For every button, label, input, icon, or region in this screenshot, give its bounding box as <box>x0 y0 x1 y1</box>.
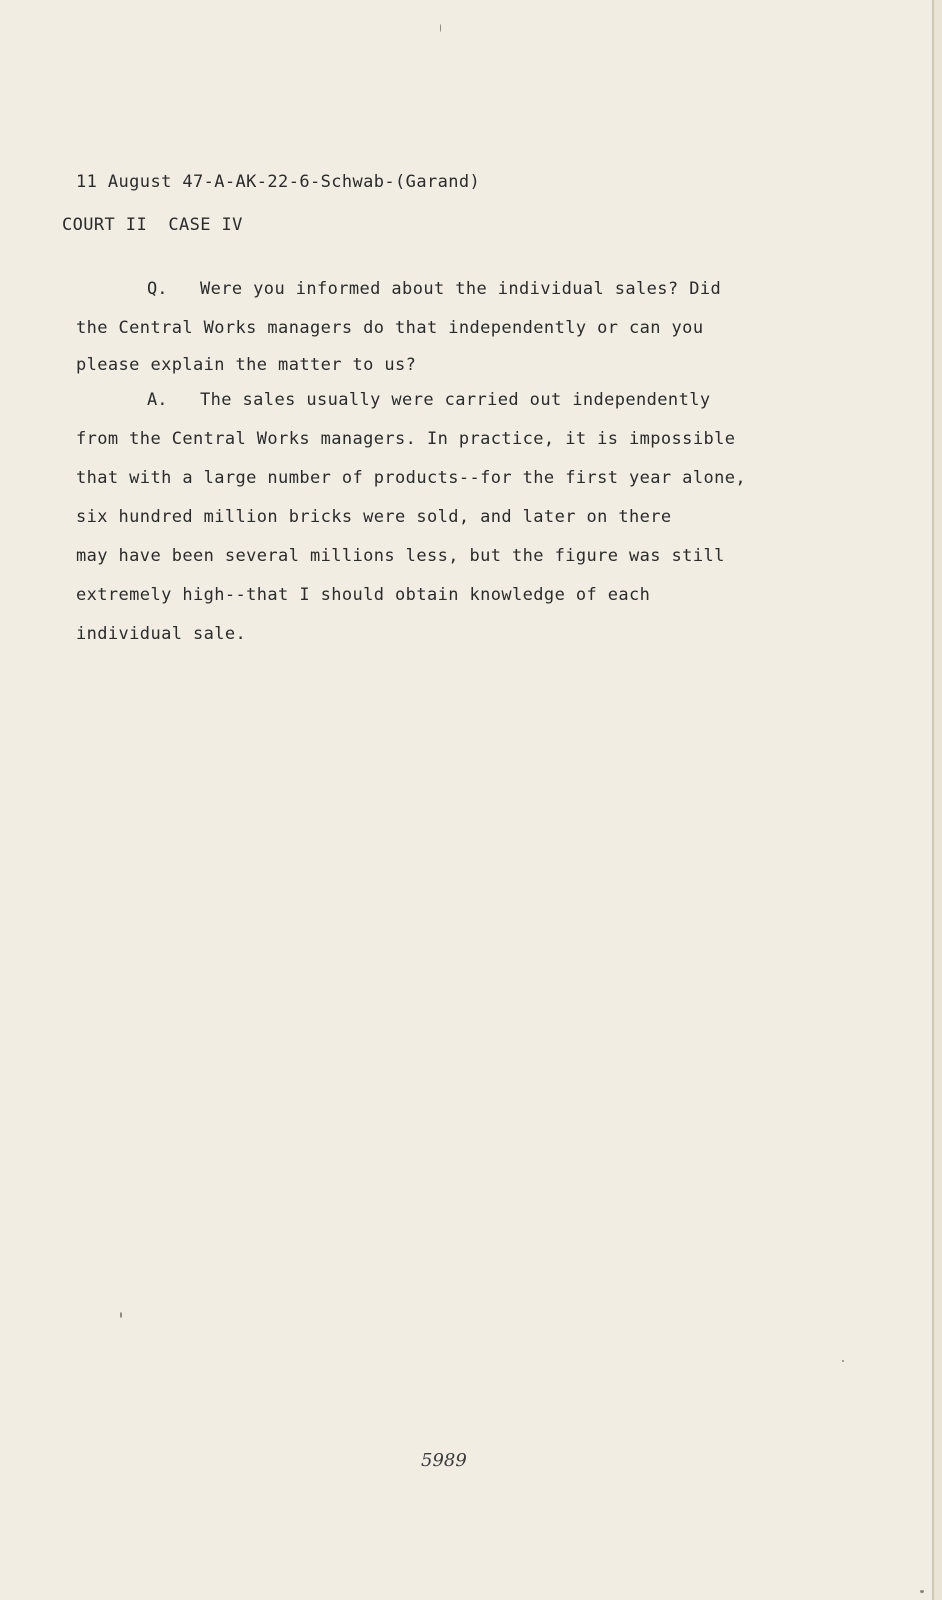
answer-line-3: that with a large number of products--for the first year alone, <box>76 468 746 488</box>
paper-speck <box>440 24 441 32</box>
answer-line-4: six hundred million bricks were sold, and later on there <box>76 507 672 527</box>
paper-speck <box>120 1312 122 1318</box>
answer-line-7: individual sale. <box>76 624 247 644</box>
page-number: 5989 <box>421 1450 467 1471</box>
answer-line-1: The sales usually were carried out independently <box>200 390 711 410</box>
question-line-1: Were you informed about the individual sales? Did <box>200 279 722 299</box>
document-header: 11 August 47-A-AK-22-6-Schwab-(Garand) <box>76 172 481 192</box>
answer-line-6: extremely high--that I should obtain knowledge of each <box>76 585 651 605</box>
question-line-3: please explain the matter to us? <box>76 355 417 375</box>
question-line-2: the Central Works managers do that independently or can you <box>76 318 704 338</box>
question-marker: Q. <box>147 279 168 299</box>
court-case-line: COURT II CASE IV <box>62 215 243 235</box>
answer-line-5: may have been several millions less, but the figure was still <box>76 546 725 566</box>
answer-line-2: from the Central Works managers. In practice, it is impossible <box>76 429 736 449</box>
paper-speck <box>920 1590 924 1593</box>
answer-marker: A. <box>147 390 168 410</box>
paper-speck <box>842 1360 844 1362</box>
